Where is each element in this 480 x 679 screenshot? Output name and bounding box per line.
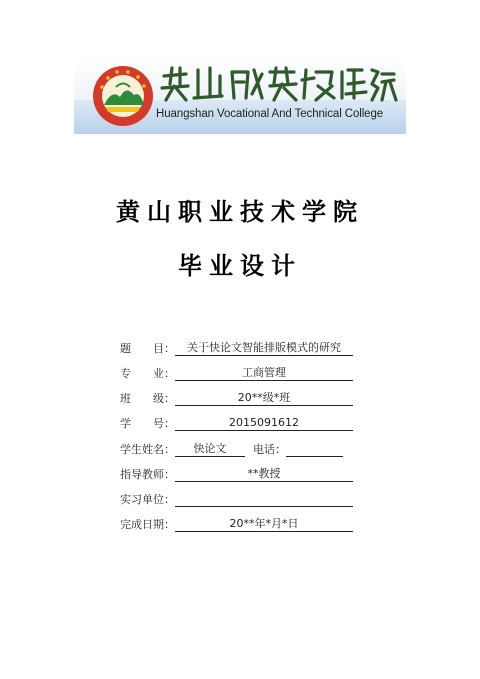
colon: ： <box>164 518 175 531</box>
student-id-field[interactable]: 2015091612 <box>175 415 353 431</box>
document-title-thesis: 毕业设计 <box>178 251 302 280</box>
internship-field[interactable] <box>175 491 353 507</box>
topic-label: 题 目 <box>120 342 164 355</box>
college-seal-logo-icon <box>92 65 154 127</box>
advisor-label: 指导教师 <box>120 468 164 481</box>
class-field[interactable]: 20**级*班 <box>175 390 353 406</box>
colon: ： <box>164 392 175 405</box>
student-name-label: 学生姓名 <box>120 443 164 456</box>
internship-label: 实习单位 <box>120 493 164 506</box>
student-name-field[interactable]: 快论文 <box>175 441 245 457</box>
advisor-field[interactable]: **教授 <box>175 466 353 482</box>
college-english-name: Huangshan Vocational And Technical College <box>156 108 384 120</box>
major-field[interactable]: 工商管理 <box>175 365 353 381</box>
colon: ： <box>164 367 175 380</box>
colon: ： <box>275 443 286 456</box>
college-name-calligraphy-logo <box>158 64 398 104</box>
colon: ： <box>164 342 175 355</box>
form-row-class <box>120 388 353 406</box>
form-row-student-id <box>120 413 353 431</box>
phone-label: 电话 <box>253 443 275 456</box>
completion-date-label: 完成日期 <box>120 518 164 531</box>
form-row-major <box>120 363 353 381</box>
college-banner <box>74 58 406 134</box>
colon: ： <box>164 468 175 481</box>
form-row-internship <box>120 489 353 507</box>
form-row-advisor <box>120 464 353 482</box>
completion-date-field[interactable]: 20**年*月*日 <box>175 516 353 532</box>
major-label: 专 业 <box>120 367 164 380</box>
topic-field[interactable]: 关于快论文智能排版模式的研究 <box>175 340 353 356</box>
form-row-completion-date <box>120 514 353 532</box>
colon: ： <box>164 493 175 506</box>
colon: ： <box>164 417 175 430</box>
document-title-college: 黄山职业技术学院 <box>116 197 364 226</box>
student-id-label: 学 号 <box>120 417 164 430</box>
phone-field[interactable] <box>286 441 343 457</box>
class-label: 班 级 <box>120 392 164 405</box>
form-row-student-name <box>120 439 343 457</box>
form-row-topic <box>120 338 353 356</box>
colon: ： <box>164 443 175 456</box>
